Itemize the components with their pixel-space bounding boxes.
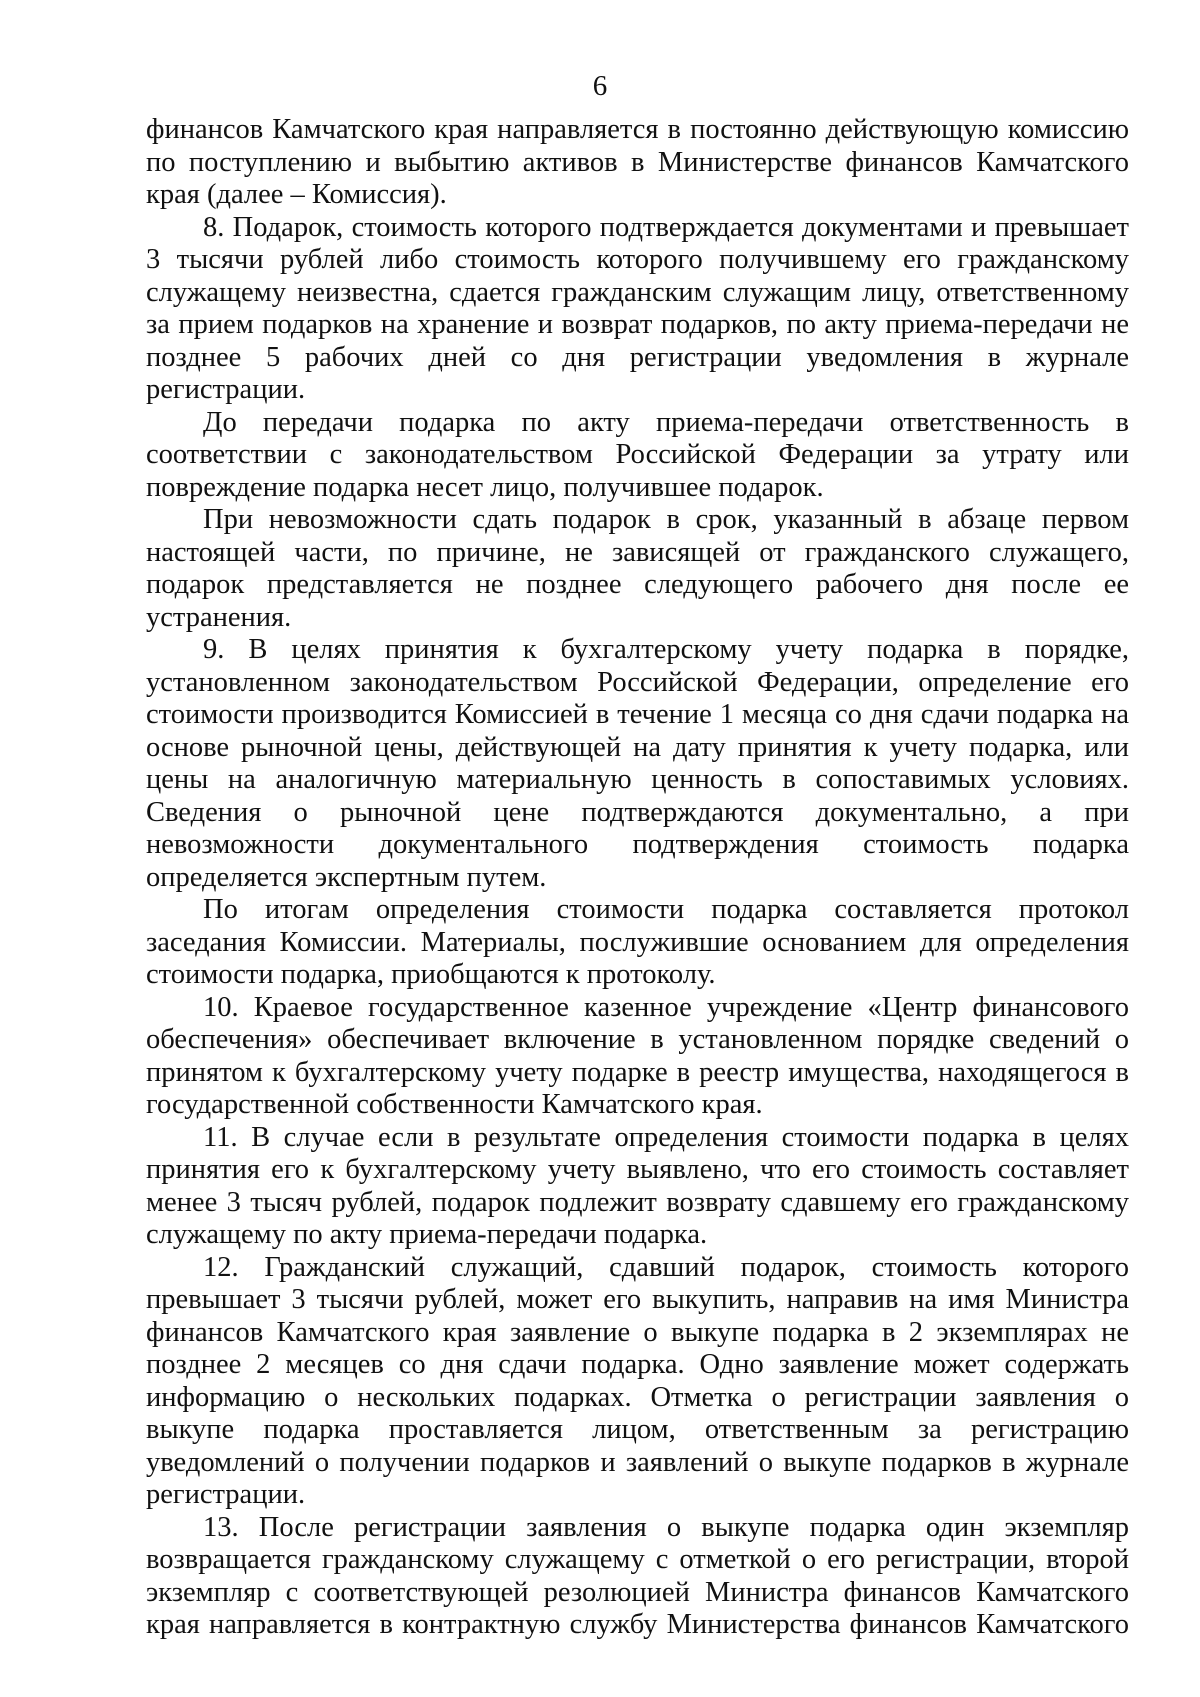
paragraph-item-12: 12. Гражданский служащий, сдавший подарок, стоимость которого превышает 3 тысячи рублей, может его выкупить, направив на имя Министра финансов Камчатского края заявление о выкупе подарка в 2 экземплярах не позднее 2 месяцев со дня сдачи подарка. Одно заявление может содержать информацию о нескольких подарках. Отметка о регистрации заявления о выкупе подарка проставляется лицом, ответственным за регистрацию уведомлений о получении подарков и заявлений о выкупе подарков в журнале регистрации.: [146, 1251, 1129, 1510]
paragraph-item-9: 9. В целях принятия к бухгалтерскому учету подарка в порядке, установленном законодательством Российской Федерации, определение его стоимости производится Комиссией в течение 1 месяца со дня сдачи подарка на основе рыночной цены, действующей на дату принятия к учету подарка, или цены на аналогичную материальную ценность в сопоставимых условиях. Сведения о рыночной цене подтверждаются документально, а при невозможности документального подтверждения стоимость подарка определяется экспертным путем.: [146, 634, 1129, 893]
paragraph-item-10: 10. Краевое государственное казенное учреждение «Центр финансового обеспечения» обеспечивает включение в установленном порядке сведений о принятом к бухгалтерскому учету подарке в реестр имущества, находящегося в государственной собственности Камчатского края.: [146, 991, 1129, 1120]
paragraph-item-11: 11. В случае если в результате определения стоимости подарка в целях принятия его к бухгалтерскому учету выявлено, что его стоимость составляет менее 3 тысяч рублей, подарок подлежит возврату сдавшему его гражданскому служащему по акту приема-передачи подарка.: [146, 1121, 1129, 1250]
paragraph-item-8: 8. Подарок, стоимость которого подтверждается документами и превышает 3 тысячи рублей либо стоимость которого получившему его гражданскому служащему неизвестна, сдается гражданским служащим лицу, ответственному за прием подарков на хранение и возврат подарков, по акту приема-передачи не позднее 5 рабочих дней со дня регистрации уведомления в журнале регистрации.: [146, 211, 1129, 405]
paragraph-item-13: 13. После регистрации заявления о выкупе подарка один экземпляр возвращается гражданскому служащему с отметкой о его регистрации, второй экземпляр с соответствующей резолюцией Министра финансов Камчатского края направляется в контрактную службу Министерства финансов Камчатского: [146, 1511, 1129, 1640]
paragraph-continuation: финансов Камчатского края направляется в постоянно действующую комиссию по поступлению и выбытию активов в Министерстве финансов Камчатского края (далее – Комиссия).: [146, 114, 1129, 210]
page-number: 6: [592, 70, 608, 102]
paragraph-item-8-responsibility: До передачи подарка по акту приема-передачи ответственность в соответствии с законодательством Российской Федерации за утрату или повреждение подарка несет лицо, получившее подарок.: [146, 406, 1129, 503]
paragraph-item-8-impossibility: При невозможности сдать подарок в срок, указанный в абзаце первом настоящей части, по причине, не зависящей от гражданского служащего, подарок представляется не позднее следующего рабочего дня после ее устранения.: [146, 504, 1129, 633]
document-body: [146, 114, 1129, 1642]
paragraph-item-9-protocol: По итогам определения стоимости подарка составляется протокол заседания Комиссии. Материалы, послужившие основанием для определения стоимости подарка, приобщаются к протоколу.: [146, 894, 1129, 990]
